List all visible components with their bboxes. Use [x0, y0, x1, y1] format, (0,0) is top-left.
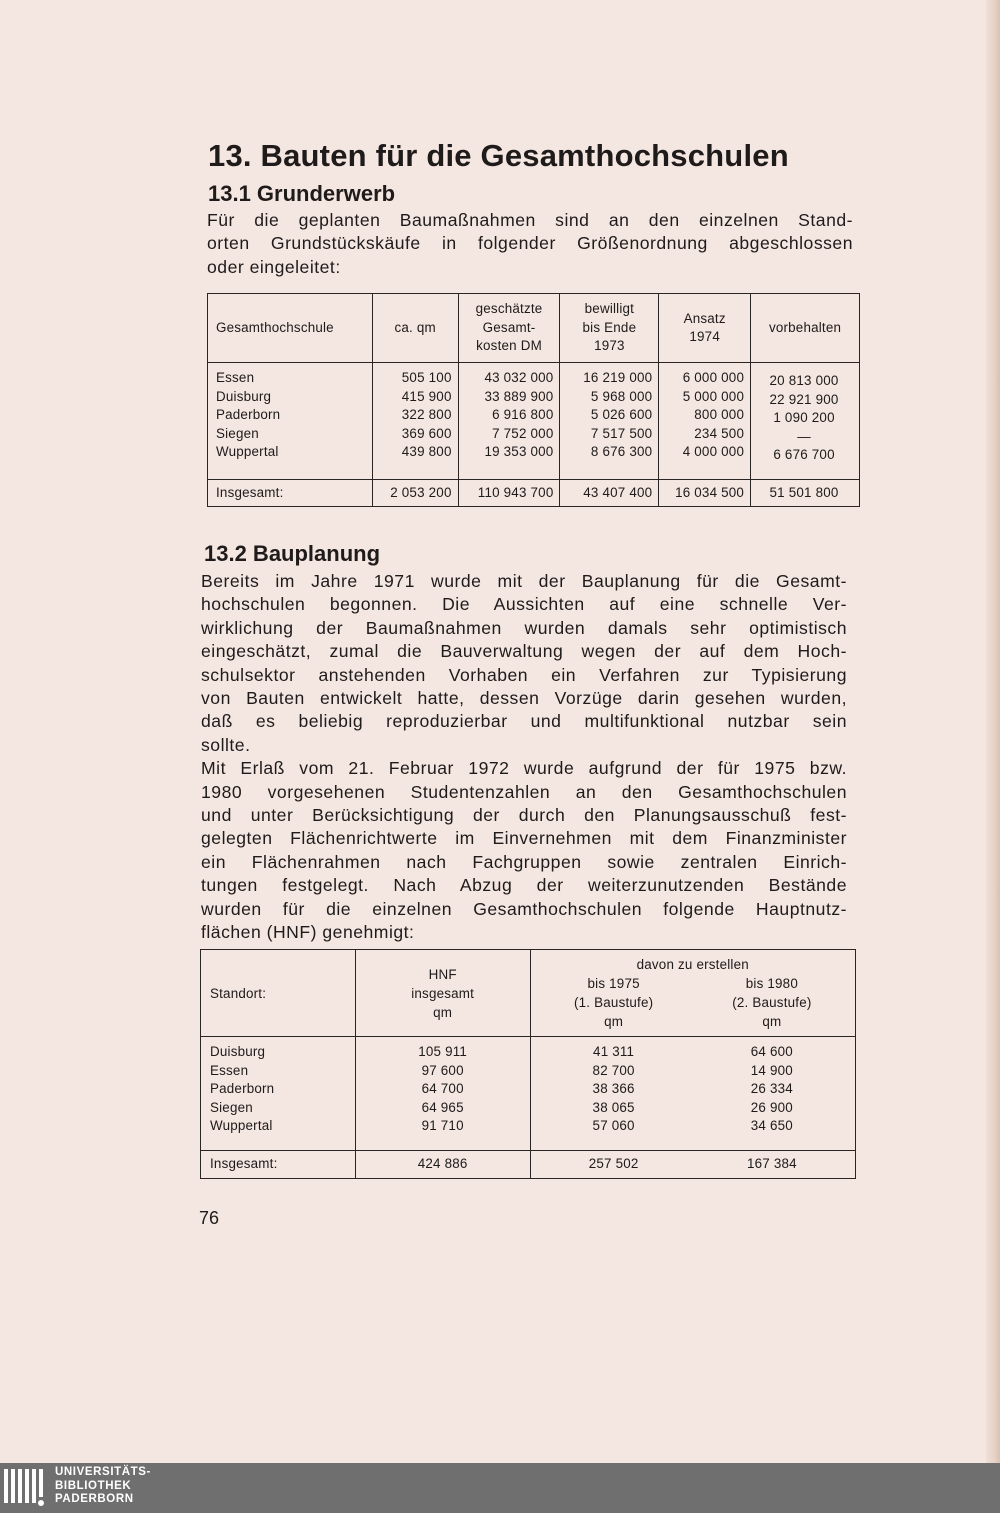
hnf-column: [355, 1037, 530, 1136]
text-line: hochschulen begonnen. Die Aussichten auf eine schnelle Ver-: [201, 594, 847, 615]
paragraph-bauplanung: [201, 570, 847, 945]
text-line: oder eingeleitet:: [207, 256, 341, 277]
table-cell: Essen: [216, 370, 255, 385]
table-cell: 7 517 500: [590, 425, 653, 441]
bis-1975-column: [535, 1043, 693, 1136]
text-line: ein Flächenrahmen nach Fachgruppen sowie zentralen Einrich-: [201, 851, 847, 872]
total-bis-1975: 257 502: [588, 1156, 639, 1172]
table-cell: 22 921 900: [769, 391, 839, 407]
text-line: Bereits im Jahre 1971 wurde mit der Bauplanung für die Gesamt-: [201, 571, 847, 591]
davon-columns: [530, 1037, 855, 1136]
qm-column: [372, 363, 458, 465]
table-cell: 369 600: [401, 425, 452, 441]
table-cell: 38 366: [592, 1081, 635, 1097]
total-kosten: 110 943 700: [458, 479, 560, 506]
header-davon-title: davon zu erstellen: [636, 957, 749, 972]
table-cell: 16 219 000: [583, 370, 653, 385]
text-line: Für die geplanten Baumaßnahmen sind an den einzelnen Stand-: [207, 210, 853, 230]
total-qm: 2 053 200: [372, 479, 458, 506]
bis-1980-column: [693, 1043, 851, 1136]
library-logo-icon: [2, 1467, 52, 1509]
table-cell: 14 900: [750, 1062, 793, 1078]
text-line: gelegten Flächenrichtwerte im Einvernehmen mit dem Finanzminister: [201, 828, 847, 849]
table-total-row: [201, 1150, 856, 1178]
table-cell: Siegen: [210, 1099, 253, 1115]
header-line: qm: [433, 1004, 453, 1020]
table-cell: 800 000: [694, 407, 745, 423]
table-cell: 5 968 000: [590, 388, 653, 404]
grunderwerb-table: [207, 293, 860, 507]
text-line: von Bauten entwickelt hatte, dessen Vorzüge darin gesehen wurden,: [201, 688, 847, 709]
header-line: insgesamt: [411, 985, 475, 1001]
table-header-row: [201, 950, 856, 1037]
header-line: bis 1980: [745, 976, 798, 991]
col-header-standort: Standort:: [201, 950, 356, 1037]
table-cell: 57 060: [592, 1118, 635, 1134]
table-cell: 5 000 000: [682, 388, 745, 404]
header-line: geschätzte: [475, 301, 543, 317]
col-header-hnf: [355, 950, 530, 1037]
table-cell: 505 100: [401, 370, 452, 385]
col-header-ansatz: [659, 294, 751, 363]
table-cell: 19 353 000: [484, 444, 554, 460]
table-header-row: [208, 294, 860, 363]
section-heading-bauplanung: 13.2 Bauplanung: [204, 541, 381, 566]
kosten-column: [458, 363, 560, 465]
total-label: Insgesamt:: [201, 1150, 356, 1178]
header-line: kosten DM: [476, 338, 542, 354]
table-cell: 34 650: [750, 1118, 793, 1134]
chapter-title: 13. Bauten für die Gesamthochschulen: [208, 138, 789, 173]
header-line: Gesamt-: [482, 319, 536, 335]
library-name-line: UNIVERSITÄTS-: [55, 1466, 151, 1478]
header-line: 1974: [689, 329, 720, 344]
col-header-bewilligt: [560, 294, 659, 363]
table-total-row: [208, 479, 860, 506]
library-name: [55, 1466, 151, 1507]
text-line: schulsektor anstehenden Vorhaben ein Verfahren zur Typisierung: [201, 664, 847, 685]
table-cell: 26 900: [750, 1099, 793, 1115]
section-heading-grunderwerb: 13.1 Grunderwerb: [208, 181, 396, 206]
text-line: daß es beliebig reproduzierbar und multifunktional nutzbar sein: [201, 711, 847, 732]
table-body-row: [201, 1037, 856, 1136]
col-header-davon: [530, 950, 855, 1037]
header-line: 1973: [594, 338, 625, 354]
total-bewilligt: 43 407 400: [560, 479, 659, 506]
header-line: HNF: [428, 966, 457, 982]
text-line: orten Grundstückskäufe in folgender Größenordnung abgeschlossen: [207, 233, 853, 254]
table-cell: 64 965: [421, 1099, 464, 1115]
table-cell: 20 813 000: [769, 373, 839, 388]
header-line: (2. Baustufe): [732, 995, 812, 1010]
col-header-vorbehalten: vorbehalten: [751, 294, 860, 363]
header-line: bis 1975: [587, 976, 640, 991]
text-line: sollte.: [201, 734, 251, 755]
bewilligt-column: [560, 363, 659, 465]
text-line: 1980 vorgesehenen Studentenzahlen an den Gesamthochschulen: [201, 781, 847, 802]
total-ansatz: 16 034 500: [659, 479, 751, 506]
text-line: wurden für die einzelnen Gesamthochschulen folgende Hauptnutz-: [201, 898, 847, 919]
table-cell: 33 889 900: [484, 388, 554, 404]
table-cell: Paderborn: [210, 1081, 275, 1097]
table-cell: 322 800: [401, 407, 452, 423]
total-bis-1980: 167 384: [746, 1156, 797, 1172]
total-hnf: 424 886: [355, 1150, 530, 1178]
hnf-table: [200, 949, 856, 1179]
header-line: qm: [604, 1014, 624, 1029]
table-cell: 5 026 600: [590, 407, 653, 423]
table-cell: Wuppertal: [210, 1118, 273, 1134]
table-cell: Wuppertal: [216, 444, 279, 460]
table-cell: 64 700: [421, 1081, 464, 1097]
total-label: Insgesamt:: [208, 479, 373, 506]
header-line: (1. Baustufe): [574, 995, 654, 1010]
table-cell: 41 311: [593, 1044, 635, 1059]
text-line: flächen (HNF) genehmigt:: [201, 922, 415, 943]
text-line: tungen festgelegt. Nach Abzug der weiterzunutzenden Bestände: [201, 875, 847, 896]
table-cell: 6 916 800: [492, 407, 554, 423]
table-cell: —: [797, 428, 811, 444]
text-line: Mit Erlaß vom 21. Februar 1972 wurde aufgrund der für 1975 bzw.: [201, 758, 847, 779]
table-cell: 82 700: [592, 1062, 635, 1078]
table-cell: 97 600: [421, 1062, 464, 1078]
table-cell: 64 600: [750, 1044, 793, 1059]
table-cell: 105 911: [418, 1044, 468, 1059]
standort-column: [201, 1037, 356, 1136]
table-cell: Paderborn: [216, 407, 281, 423]
header-line: bis Ende: [582, 319, 637, 335]
text-line: wirklichung der Baumaßnahmen wurden damals sehr optimistisch: [201, 617, 847, 638]
total-davon: [530, 1150, 855, 1178]
names-column: [208, 363, 373, 465]
table-cell: 415 900: [401, 388, 452, 404]
table-body-row: [208, 363, 860, 465]
table-cell: 1 090 200: [773, 410, 835, 426]
header-line: qm: [762, 1014, 782, 1029]
col-header-bis-1980: [693, 974, 851, 1031]
ansatz-column: [659, 363, 751, 465]
library-footer-bar: [0, 1463, 1000, 1513]
table-cell: 7 752 000: [492, 425, 554, 441]
col-header-kosten: [458, 294, 560, 363]
vorbehalten-column: [751, 363, 860, 465]
table-cell: 6 676 700: [773, 447, 835, 463]
table-cell: 6 000 000: [682, 370, 745, 385]
col-header-gesamthochschule: Gesamthochschule: [208, 294, 373, 363]
table-cell: 91 710: [421, 1118, 464, 1134]
library-name-line: BIBLIOTHEK: [55, 1479, 132, 1492]
table-cell: 4 000 000: [682, 444, 745, 460]
page-number: 76: [199, 1208, 220, 1228]
table-cell: 38 065: [592, 1099, 635, 1115]
table-cell: 234 500: [694, 425, 745, 441]
table-cell: 43 032 000: [484, 370, 554, 385]
table-cell: Siegen: [216, 425, 259, 441]
table-cell: 439 800: [401, 444, 452, 460]
table-cell: Essen: [210, 1062, 249, 1078]
header-line: Ansatz: [683, 310, 726, 326]
header-line: bewilligt: [584, 301, 635, 317]
table-cell: Duisburg: [216, 388, 272, 404]
col-header-qm: ca. qm: [372, 294, 458, 363]
table-cell: Duisburg: [210, 1044, 266, 1059]
library-name-line: PADERBORN: [55, 1493, 134, 1505]
table-cell: 8 676 300: [590, 444, 653, 460]
text-line: und unter Berücksichtigung der durch den Planungsausschuß fest-: [201, 805, 847, 826]
paragraph-grunderwerb: [207, 209, 853, 279]
text-line: eingeschätzt, zumal die Bauverwaltung wegen der auf dem Hoch-: [201, 641, 847, 662]
total-vorbehalten: 51 501 800: [751, 479, 860, 506]
col-header-bis-1975: [535, 974, 693, 1031]
table-cell: 26 334: [750, 1081, 793, 1097]
